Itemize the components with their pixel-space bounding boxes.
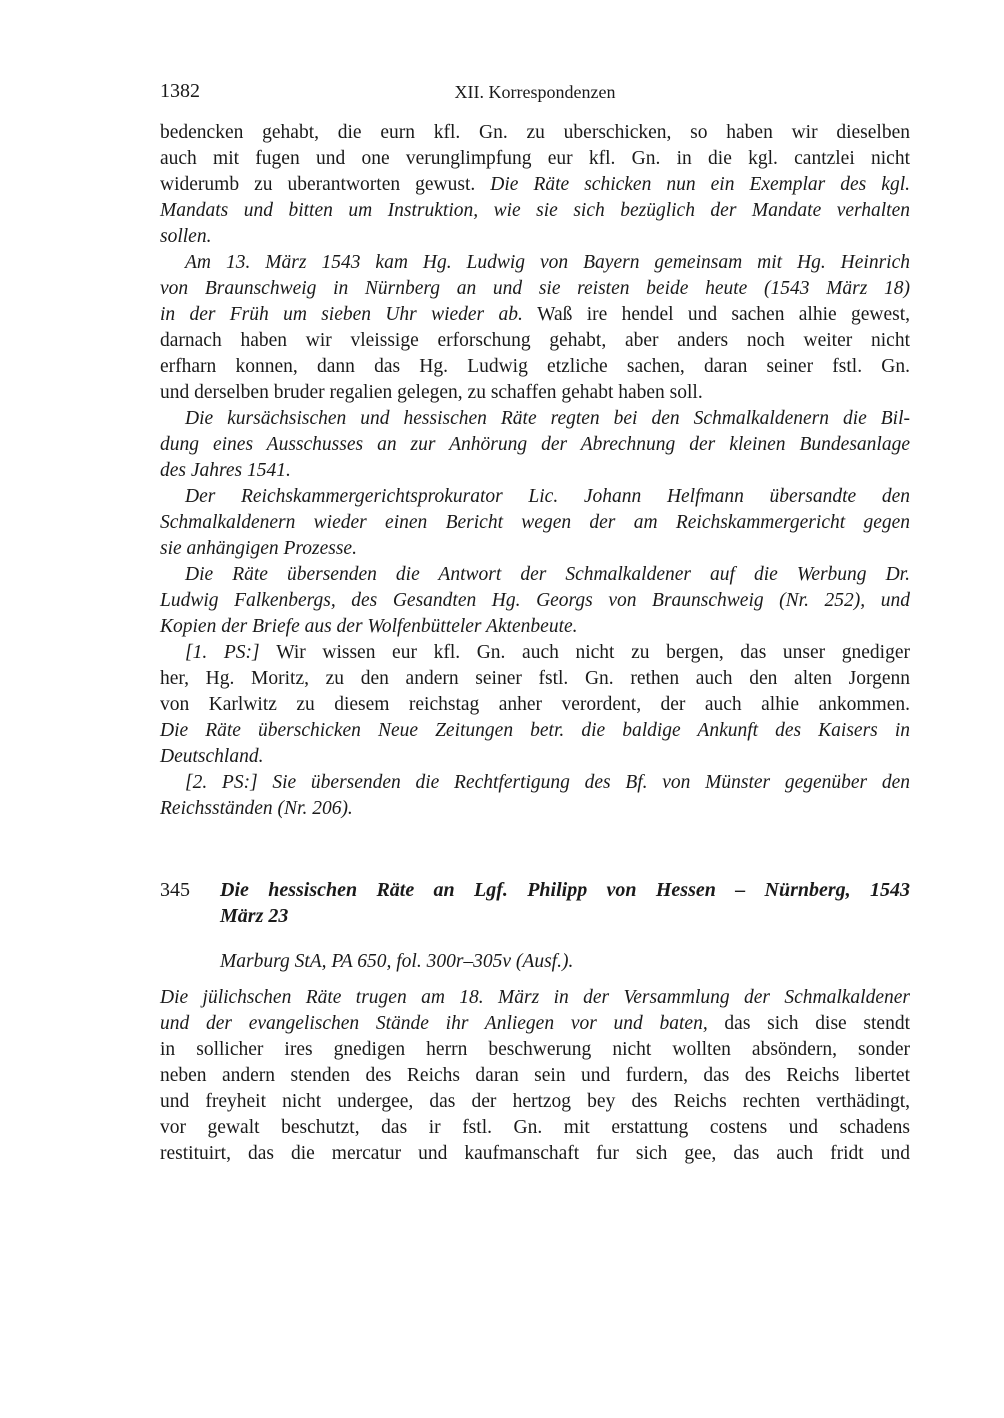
source-text: Waß ire hendel und sachen alhie gewest,	[537, 304, 910, 325]
editorial-text: [1. PS:]	[185, 642, 277, 663]
source-text: vor gewalt beschutzt, das ir fstl. Gn. mit erstattung costens und schadens	[160, 1117, 910, 1138]
text-line	[160, 718, 910, 744]
source-text: bedencken gehabt, die eurn kfl. Gn. zu uberschicken, so haben wir dieselben	[160, 122, 910, 143]
text-line	[185, 640, 910, 666]
text-line	[160, 458, 910, 484]
editorial-text: Ludwig Falkenbergs, des Gesandten Hg. Georgs von Braunschweig (Nr. 252), und	[160, 590, 910, 611]
text-line	[160, 666, 910, 692]
source-text: und freyheit nicht undergee, das der hertzog bey des Reichs rechten verthädingt,	[160, 1091, 910, 1112]
text-line	[160, 224, 910, 250]
source-text: restituirt, das die mercatur und kaufmanschaft fur sich gee, das auch fridt und	[160, 1143, 910, 1164]
running-head: XII. Korrespondenzen	[454, 82, 616, 102]
editorial-text: Am 13. März 1543 kam Hg. Ludwig von Bayern gemeinsam mit Hg. Heinrich	[185, 252, 910, 273]
source-text: erfharn konnen, dann das Hg. Ludwig etzliche sachen, daran seiner fstl. Gn.	[160, 356, 910, 377]
text-line	[160, 172, 910, 198]
editorial-text: Die Räte schicken nun ein Exemplar des kgl.	[490, 174, 910, 195]
editorial-text: Die Räte überschicken Neue Zeitungen betr. die baldige Ankunft des Kaisers in	[160, 720, 910, 741]
document-title-line: März 23	[220, 905, 289, 927]
document-source: Marburg StA, PA 650, fol. 300r–305v (Ausf.).	[220, 951, 574, 972]
text-line	[160, 1063, 910, 1089]
source-text: widerumb zu uberantworten gewust.	[160, 174, 491, 195]
text-line	[160, 302, 910, 328]
source-text: in sollicher ires gnedigen herrn beschwerung nicht wollten absöndern, sonder	[160, 1039, 910, 1060]
source-text: und derselben bruder regalien gelegen, zu schaffen gehabt haben soll.	[160, 382, 703, 403]
text-line	[160, 744, 910, 770]
source-text: her, Hg. Moritz, zu den andern seiner fstl. Gn. rethen auch den alten Jorgenn	[160, 668, 910, 689]
text-line	[185, 484, 910, 510]
editorial-text: Mandats und bitten um Instruktion, wie sie sich bezüglich der Mandate verhalten	[160, 200, 910, 221]
text-line	[185, 770, 910, 796]
text-line	[160, 198, 910, 224]
text-line	[160, 692, 910, 718]
text-line	[160, 1115, 910, 1141]
source-text: auch mit fugen und one verunglimpfung eur kfl. Gn. in die kgl. cantzlei nicht	[160, 148, 910, 169]
text-line	[160, 276, 910, 302]
source-text: Wir wissen eur kfl. Gn. auch nicht zu bergen, das unser gnediger	[276, 642, 910, 663]
text-line	[185, 562, 910, 588]
text-line	[160, 614, 910, 640]
text-line	[160, 146, 910, 172]
text-line	[160, 796, 910, 822]
document-number: 345	[160, 879, 190, 901]
source-text: von Karlwitz zu diesem reichstag anher verordent, der auch alhie ankommen.	[160, 694, 910, 715]
editorial-text: Schmalkaldenern wieder einen Bericht wegen der am Reichskammergericht gegen	[160, 512, 910, 533]
editorial-text: und der evangelischen Stände ihr Anliegen vor und baten,	[160, 1013, 725, 1034]
editorial-text: Der Reichskammergerichtsprokurator Lic. Johann Helfmann übersandte den	[185, 486, 910, 507]
editorial-text: sie anhängigen Prozesse.	[160, 538, 357, 559]
text-line	[160, 510, 910, 536]
editorial-text: Kopien der Briefe aus der Wolfenbütteler Aktenbeute.	[160, 616, 578, 637]
text-line	[160, 1141, 910, 1167]
editorial-text: Die Räte übersenden die Antwort der Schmalkaldener auf die Werbung Dr.	[185, 564, 910, 585]
text-line	[160, 1011, 910, 1037]
text-line	[160, 588, 910, 614]
text-line	[160, 380, 910, 406]
source-text: neben andern stenden des Reichs daran sein und furdern, das des Reichs libertet	[160, 1065, 910, 1086]
text-line	[185, 406, 910, 432]
editorial-text: in der Früh um sieben Uhr wieder ab.	[160, 304, 538, 325]
editorial-text: Die jülichschen Räte trugen am 18. März in der Versammlung der Schmalkaldener	[160, 987, 910, 1008]
source-text: darnach haben wir vleissige erforschung gehabt, aber anders noch weiter nicht	[160, 330, 910, 351]
text-line	[160, 1089, 910, 1115]
text-line	[160, 432, 910, 458]
editorial-text: Die kursächsischen und hessischen Räte regten bei den Schmalkaldenern die Bil-	[185, 408, 910, 429]
editorial-text: Deutschland.	[160, 746, 264, 767]
editorial-text: Reichsständen (Nr. 206).	[160, 798, 353, 819]
source-text: das sich dise stendt	[724, 1013, 910, 1034]
editorial-text: des Jahres 1541.	[160, 460, 291, 481]
text-line	[160, 985, 910, 1011]
editorial-text: von Braunschweig in Nürnberg an und sie reisten beide heute (1543 März 18)	[160, 278, 910, 299]
document-title-line: Die hessischen Räte an Lgf. Philipp von Hessen – Nürnberg, 1543	[220, 879, 910, 901]
text-line	[160, 354, 910, 380]
text-line	[160, 120, 910, 146]
text-line	[185, 250, 910, 276]
editorial-text: sollen.	[160, 226, 212, 247]
text-line	[160, 1037, 910, 1063]
editorial-text: dung eines Ausschusses an zur Anhörung der Abrechnung der kleinen Bundesanlage	[160, 434, 910, 455]
text-line	[160, 536, 910, 562]
text-line	[160, 328, 910, 354]
page-number: 1382	[160, 80, 200, 102]
editorial-text: [2. PS:] Sie übersenden die Rechtfertigung des Bf. von Münster gegenüber den	[185, 772, 910, 793]
